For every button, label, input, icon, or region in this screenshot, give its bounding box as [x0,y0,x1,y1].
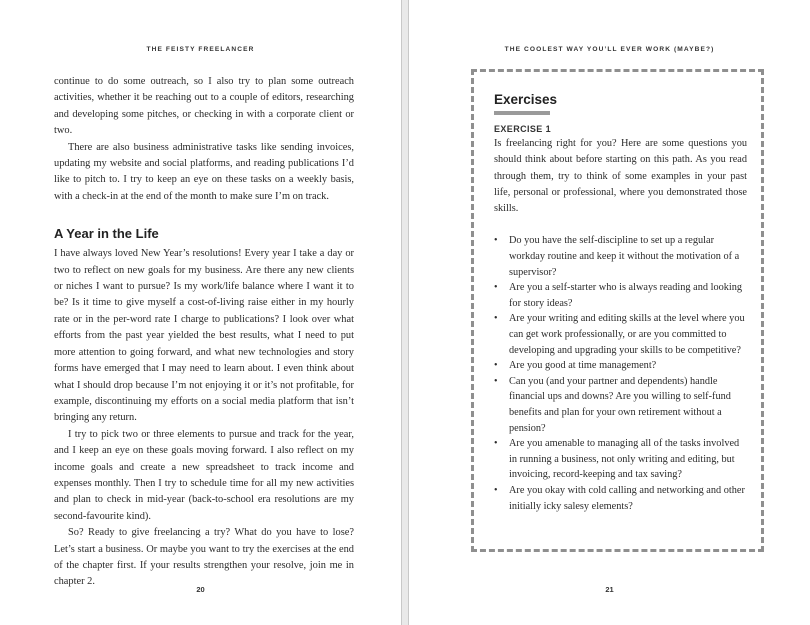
page-number-right: 21 [605,585,614,594]
question-text: Are you a self-starter who is always reading and looking for story ideas? [509,282,743,309]
bullet-icon: • [494,313,498,325]
question-item [494,311,747,358]
paragraph: So? Ready to give freelancing a try? What do you have to lose? Let’s start a business. Or maybe you want to try the exercises at the end of the chapter first. If your results strengthen your resolve, join me in chapter 2. [54,527,354,588]
exercises-content [494,92,747,514]
question-text: Are you okay with cold calling and networking and other initially icky salesy elements? [509,484,745,512]
paragraph: I try to pick two or three elements to pursue and track for the year, and I keep an eye on these goals moving forward. I also reflect on my income goals and create a new spreadsheet to track income and expenses monthly. Then I try to schedule time for all my new activities and plan to check in mid-year (back-to-school era resolutions are my second-favourite kind). [54,428,354,522]
left-page [0,0,402,625]
question-text: Are you amenable to managing all of the tasks involved in running a business, not only writing and editing, but invoicing, record-keeping and tax saving? [509,438,740,481]
bullet-icon: • [494,438,498,450]
question-item [494,374,747,436]
question-list [494,233,747,514]
running-head-right: THE COOLEST WAY YOU’LL EVER WORK (MAYBE?) [504,46,715,53]
exercises-box [471,69,764,552]
paragraph: continue to do some outreach, so I also try to plan some outreach activities, whether it be reaching out to a couple of editors, researching and developing some pitches, or checking in with a corporate client or two. [54,76,354,137]
question-text: Are your writing and editing skills at the level where you can get work professionally, or are you committed to developing and upgrading your skills to be competitive? [509,313,745,356]
running-head-left: THE FEISTY FREELANCER [146,46,255,53]
exercises-title: Exercises [494,92,558,107]
question-item [494,483,747,514]
page-number-left: 20 [196,585,205,594]
left-page-body [54,74,354,591]
paragraph: There are also business administrative tasks like sending invoices, updating my website and social platforms, and reading publications I’d like to pitch to. I try to keep an eye on these tasks on a weekly basis, with a check-in at the end of the month to make sure I’m on track. [54,141,354,202]
question-text: Are you good at time management? [509,360,657,372]
question-item [494,233,747,280]
exercise-intro: Is freelancing right for you? Here are some questions you should think about before starting on this path. As you read through them, try to think of some examples in your past life, personal or professional, where you demonstrated those skills. [494,138,747,215]
bullet-icon: • [494,375,498,387]
question-text: Can you (and your partner and dependents) handle financial ups and downs? Are you willing to self-fund benefits and plan for your own retirement without a pension? [509,375,731,434]
question-item [494,436,747,483]
bullet-icon: • [494,360,498,372]
paragraph: I have always loved New Year’s resolutions! Every year I take a day or two to reflect on new goals for my business. Are there any new clients or niches I want to pursue? Is my work/life balance where I want it to be? Is it time to give myself a cost-of-living raise either in my hourly rate or in the per-word rate I charge to publications? I look over what efforts from the past year yielded the best results, what I need to put more attention to going forward, and what new technologies and story forms have emerged that I may need to learn about. I even think about what I should drop because I’m not enjoying it or it’s not profitable, for example, discontinuing my efforts on a social media platform that isn’t bringing any return. [54,248,354,424]
bullet-icon: • [494,484,498,496]
bullet-icon: • [494,282,498,294]
question-item [494,280,747,311]
title-underline [494,111,550,115]
bullet-icon: • [494,235,498,247]
exercise-label: EXERCISE 1 [494,124,552,134]
right-page [408,0,810,625]
question-text: Do you have the self-discipline to set up a regular workday routine and keep it without the motivation of a supervisor? [509,235,740,278]
section-heading: A Year in the Life [54,226,159,242]
question-item [494,358,747,374]
